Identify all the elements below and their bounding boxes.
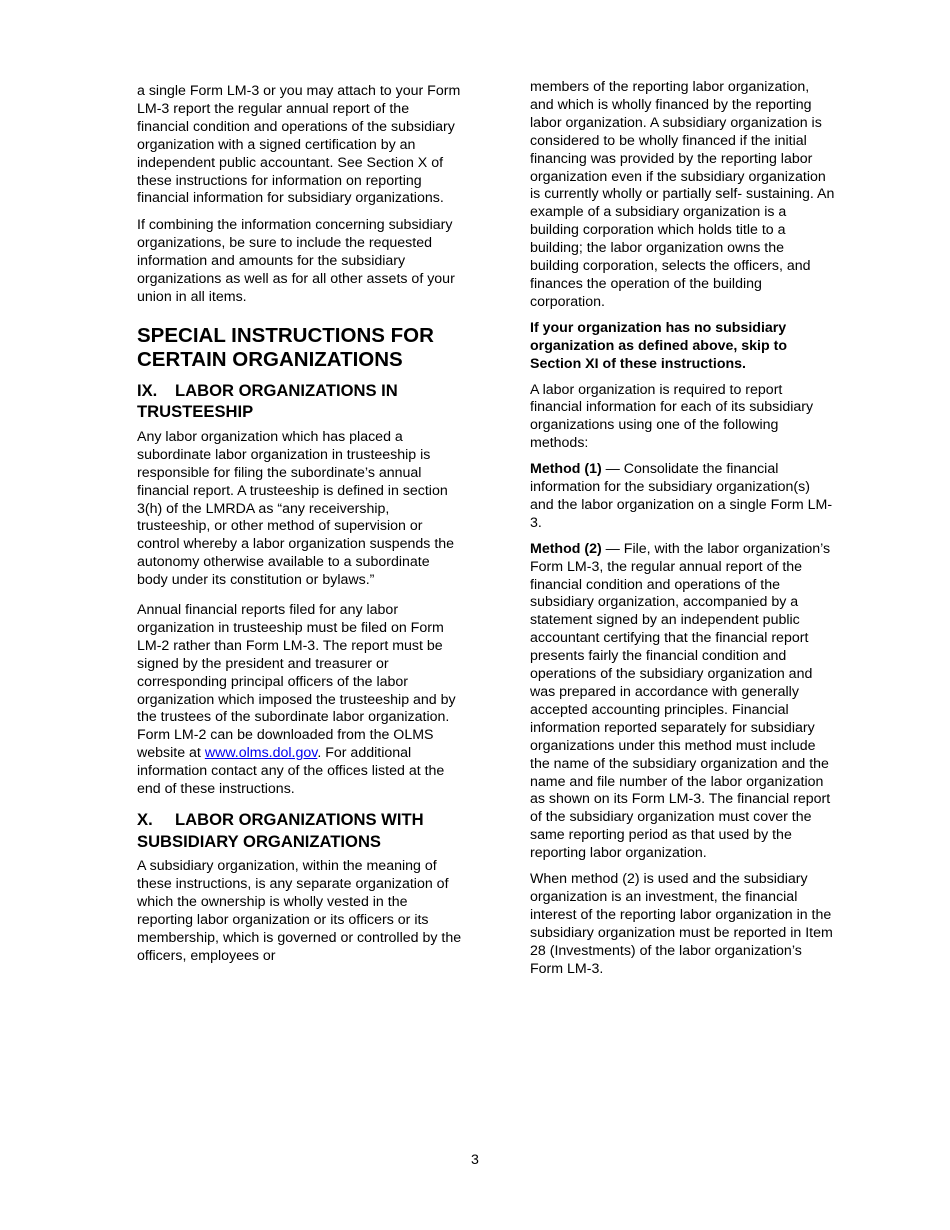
section-ix-number: IX. bbox=[137, 380, 158, 400]
combining-paragraph: If combining the information concerning subsidiary organizations, be sure to include the requested information and amounts for the subsidiary organizations as well as for all other assets of your union in all items. bbox=[137, 217, 455, 305]
method-1-label: Method (1) bbox=[530, 461, 602, 478]
trusteeship-filing-text: Annual financial reports filed for any labor organization in trusteeship must be filed on Form LM-2 rather than Form LM-3. The report must be signed by the president and treasurer or corresponding principal officers of the labor organization which imposed the trusteeship and by the trustees of the subordinate labor organization. Form LM-2 can be downloaded from the OLMS website at bbox=[137, 602, 456, 762]
skip-note-text: If your organization has no subsidiary organization as defined above, skip to Section XI of these instructions. bbox=[530, 319, 787, 372]
special-instructions-heading: SPECIAL INSTRUCTIONS FOR CERTAIN ORGANIZATIONS bbox=[137, 323, 434, 372]
method-1-text: — Consolidate the financial information for the subsidiary organization(s) and the labor organization on a single Form LM-3. bbox=[530, 461, 833, 531]
subsidiary-definition-continued: members of the reporting labor organization, and which is wholly financed by the reporting labor organization. A subsidiary organization is considered to be wholly financed if the initial financing was provided by the reporting labor organization even if the subsidiary organization is currently wholly or partially self- sustaining. An example of a subsidiary organization is a building corporation which holds title to a building; the labor organization owns the building corporation, selects the officers, and finances the operation of the building corporation. bbox=[530, 79, 835, 310]
section-ix-heading bbox=[137, 380, 462, 423]
method-2-paragraph bbox=[530, 541, 835, 863]
olms-website-link[interactable]: www.olms.dol.gov bbox=[204, 745, 318, 762]
subsidiary-definition-paragraph: A subsidiary organization, within the meaning of these instructions, is any separate organization of which the ownership is wholly vested in the reporting labor organization or its officers or its membership, which is governed or controlled by the officers, employees or bbox=[137, 858, 462, 964]
method-2-label: Method (2) bbox=[530, 540, 602, 557]
skip-note bbox=[530, 320, 835, 374]
section-x-heading bbox=[137, 809, 462, 852]
right-column bbox=[530, 79, 835, 987]
section-x-title: LABOR ORGANIZATIONS WITH SUBSIDIARY ORGANIZATIONS bbox=[137, 810, 424, 851]
section-x-number: X. bbox=[137, 810, 153, 829]
continued-paragraph: a single Form LM-3 or you may attach to your Form LM-3 report the regular annual report of the financial condition and operations of the subsidiary organization with a signed certification by an independent public accountant. See Section X of these instructions for information on reporting financial information for subsidiary organizations. bbox=[137, 83, 461, 207]
method-2-text: — File, with the labor organization’s Form LM-3, the regular annual report of the financial condition and operations of the subsidiary organization, accompanied by a statement signed by an independent public accountant certifying that the financial report presents fairly the financial condition and operations of the subsidiary organization and was prepared in accordance with generally accepted accounting principles. Financial information reported separately for subsidiary organizations under this method must include the name of the subsidiary organization and the name and file number of the labor organization as shown on its Form LM-3. The financial report of the subsidiary organization must cover the same reporting period as that used by the reporting labor organization. bbox=[530, 540, 831, 862]
investment-paragraph: When method (2) is used and the subsidiary organization is an investment, the financial interest of the reporting labor organization in the subsidiary organization must be reported in Item 28 (Investments) of the labor organization’s Form LM-3. bbox=[530, 871, 833, 977]
trusteeship-filing-paragraph bbox=[137, 602, 462, 799]
trusteeship-filing-text-end: . For additional information contact any of the offices listed at the end of these instructions. bbox=[137, 745, 445, 798]
method-1-paragraph bbox=[530, 461, 835, 533]
left-column bbox=[137, 83, 462, 973]
page-number: 3 bbox=[471, 1152, 479, 1168]
reporting-methods-paragraph: A labor organization is required to report financial information for each of its subsidiary organizations using one of the following methods: bbox=[530, 381, 814, 452]
trusteeship-paragraph: Any labor organization which has placed a subordinate labor organization in trusteeship is responsible for filing the subordinate’s annual financial report. A trusteeship is defined in section 3(h) of the LMRDA as “any receivership, trusteeship, or other method of supervision or control whereby a labor organization suspends the autonomy otherwise available to a subordinate body under its constitution or bylaws.” bbox=[137, 428, 455, 589]
section-ix-title: LABOR ORGANIZATIONS IN TRUSTEESHIP bbox=[137, 380, 398, 422]
